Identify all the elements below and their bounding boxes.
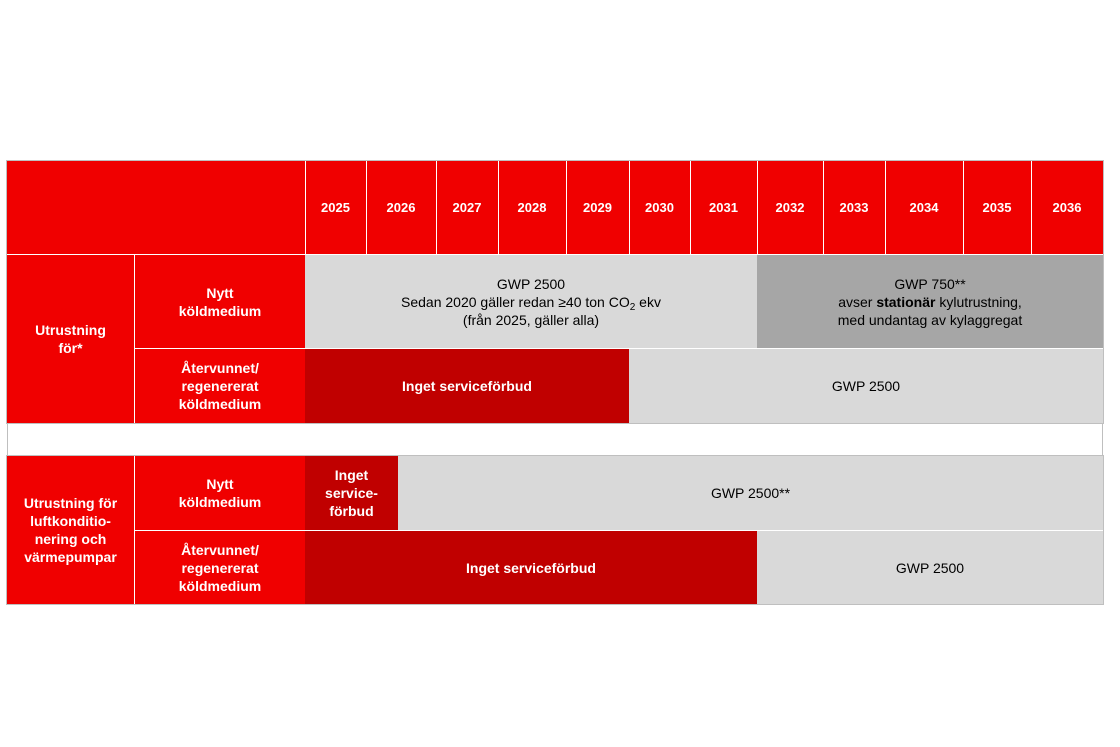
year-2036: 2036 <box>1052 199 1082 215</box>
section1-label: Utrustning för* <box>7 255 134 423</box>
year-2026: 2026 <box>386 199 416 215</box>
section-gap <box>7 423 1103 456</box>
year-2034: 2034 <box>909 199 939 215</box>
section1-recycled-gwp2500-bar: GWP 2500 <box>629 349 1103 423</box>
year-2029: 2029 <box>583 199 612 215</box>
gwp-750-label: GWP 750** <box>894 275 966 292</box>
section2-new-row-label: Nytt köldmedium <box>135 456 305 530</box>
section2-new-gwp2500-bar: GWP 2500** <box>398 456 1103 530</box>
year-2035: 2035 <box>982 199 1012 215</box>
since-2020-note: Sedan 2020 gäller redan ≥40 ton $CO_2$ ekv <box>401 293 661 313</box>
section2-recycled-no-ban-bar: Inget serviceförbud <box>305 531 757 604</box>
year-2033: 2033 <box>839 199 869 215</box>
section1-new-row-label: Nytt köldmedium <box>135 255 305 348</box>
section1-recycled-row-label: Återvunnet/ regenererat köldmedium <box>135 349 305 423</box>
section1-recycled-no-ban-bar: Inget serviceförbud <box>305 349 629 423</box>
year-2027: 2027 <box>452 199 482 215</box>
section2-recycled-gwp2500-bar: GWP 2500 <box>757 531 1103 604</box>
table-frame-bottom <box>6 455 1104 605</box>
exception-note: med undantag av kylaggregat <box>837 311 1023 328</box>
table-frame-top <box>6 160 1104 424</box>
year-2028: 2028 <box>517 199 547 215</box>
year-2030: 2030 <box>645 199 674 215</box>
stationary-note: avser stationär kylutrustning, <box>838 293 1022 310</box>
gwp-2500-label: GWP 2500 <box>496 275 566 292</box>
section2-label: Utrustning för luftkonditio- nering och värmepumpar <box>7 456 134 604</box>
section2-new-no-ban-bar: Inget service- förbud <box>305 456 398 530</box>
year-2025: 2025 <box>321 199 350 215</box>
section2-recycled-row-label: Återvunnet/ regenererat köldmedium <box>135 531 305 604</box>
year-2032: 2032 <box>775 199 805 215</box>
from-2025-note: (från 2025, gäller alla) <box>462 311 600 328</box>
year-2031: 2031 <box>709 199 738 215</box>
